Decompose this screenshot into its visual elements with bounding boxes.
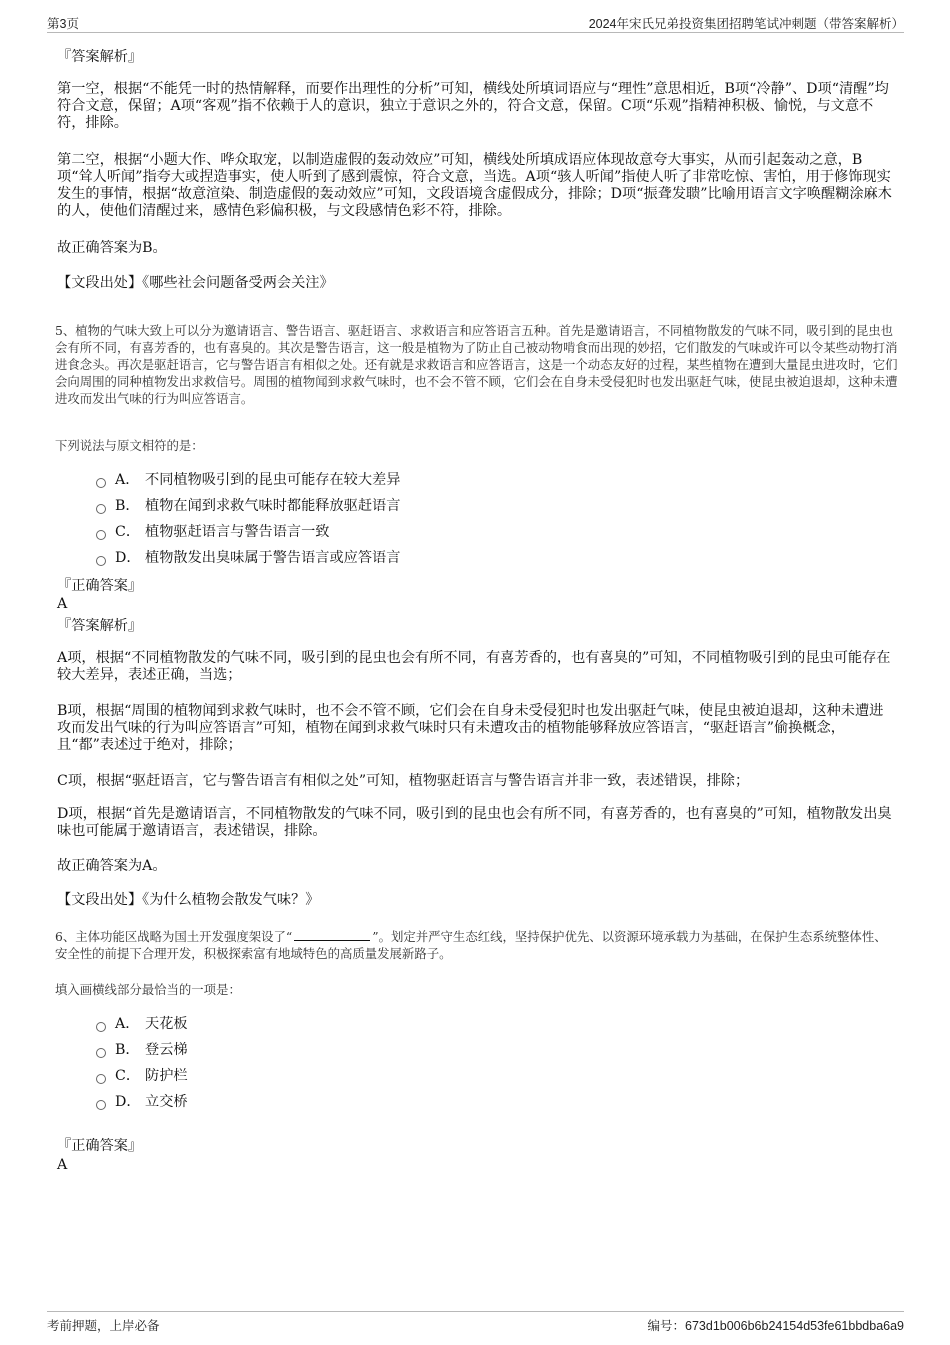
option-text: 植物在闻到求救气味时都能释放驱赶语言 xyxy=(145,498,401,514)
page-header xyxy=(47,14,904,33)
radio-button-icon[interactable] xyxy=(96,1048,106,1058)
page-footer xyxy=(47,1311,904,1336)
fill-in-blank xyxy=(294,930,370,941)
q4-conclusion: 故正确答案为B。 xyxy=(57,240,167,256)
q5-passage: 5、植物的气味大致上可以分为邀请语言、警告语言、驱赶语言、求救语言和应答语言五种。首先是邀请语言，不同植物散发的气味不同，吸引到的昆虫也会有所不同，有喜芳香的，也有喜臭的。其次是警告语言，这一般是植物为了防止自己被动物啃食而出现的妙招，它们散发的气味或许可以令某些动物打消进食念头。再次是驱赶语言，它与警告语言有相似之处。还有就是求救语言和应答语言，这是一个动态友好的过程，某些植物在遭到大量昆虫进攻时，它们会向周围的同种植物发出求救信号。周围的植物闻到求救气味时，也不会不管不顾，它们会在自身未受侵犯时也发出驱赶气味，使昆虫被迫退却，这种未遭进攻而发出气味的行为叫应答语言。 xyxy=(55,323,898,406)
q6-answer: A xyxy=(57,1157,68,1173)
q6-option-b[interactable] xyxy=(96,1042,188,1059)
option-text: 天花板 xyxy=(145,1016,188,1032)
q5-source: 【文段出处】《为什么植物会散发气味？》 xyxy=(57,892,320,908)
q5-answer: A xyxy=(57,596,68,612)
q4-analysis-para-2: 第二空，根据“小题大作、哗众取宠，以制造虚假的轰动效应”可知，横线处所填成语应体现故意夸大事实，从而引起轰动之意，B项“耸人听闻”指夸大或捏造事实，使人听到了感到震惊，符合文意，当选。A项“骇人听闻”指使人听了非常吃惊、害怕，用于修饰现实发生的事情，根据“故意渲染、制造虚假的轰动效应”可知，文段语境含虚假成分，排除；D项“振聋发聩”比喻用语言文字唤醒糊涂麻木的人，使他们清醒过来，感情色彩偏积极，与文段感情色彩不符，排除。 xyxy=(57,152,892,219)
option-key: D． xyxy=(115,1094,141,1110)
radio-button-icon[interactable] xyxy=(96,504,106,514)
q6-passage-start: 6、主体功能区战略为国土开发强度架设了“ xyxy=(55,929,293,944)
option-text: 登云梯 xyxy=(145,1042,188,1058)
option-text: 植物散发出臭味属于警告语言或应答语言 xyxy=(145,550,401,566)
q5-analysis-label: 『答案解析』 xyxy=(57,618,143,634)
q5-analysis-b: B项，根据“周围的植物闻到求救气味时，也不会不管不顾，它们会在自身未受侵犯时也发出驱赶气味，使昆虫被迫退却，这种未遭进攻而发出气味的行为叫应答语言”可知，植物在闻到求救气味时只有未遭攻击的植物能够释放应答语言，“驱赶语言”偷换概念，且“都”表述过于绝对，排除； xyxy=(57,703,884,753)
radio-button-icon[interactable] xyxy=(96,1022,106,1032)
q6-option-a[interactable] xyxy=(96,1016,188,1033)
q6-option-c[interactable] xyxy=(96,1068,188,1085)
option-key: A． xyxy=(115,1016,140,1032)
q5-option-a[interactable] xyxy=(96,472,400,489)
radio-button-icon[interactable] xyxy=(96,1074,106,1084)
q5-answer-label: 『正确答案』 xyxy=(57,578,143,594)
q5-analysis-d: D项，根据“首先是邀请语言，不同植物散发的气味不同，吸引到的昆虫也会有所不同，有喜芳香的，也有喜臭的”可知，植物散发出臭味也可能属于邀请语言，表述错误，排除。 xyxy=(57,806,892,839)
q5-analysis-a: A项，根据“不同植物散发的气味不同，吸引到的昆虫也会有所不同，有喜芳香的，也有喜臭的”可知，不同植物吸引到的昆虫可能存在较大差异，表述正确，当选； xyxy=(57,650,891,683)
q5-prompt: 下列说法与原文相符的是： xyxy=(55,438,204,453)
option-key: C． xyxy=(115,1068,141,1084)
option-text: 立交桥 xyxy=(145,1094,188,1110)
q6-passage xyxy=(55,928,898,962)
option-key: B． xyxy=(115,498,140,514)
q4-analysis-label: 『答案解析』 xyxy=(57,49,143,65)
document-title: 2024年宋氏兄弟投资集团招聘笔试冲刺题（带答案解析） xyxy=(588,17,904,31)
q5-option-b[interactable] xyxy=(96,498,400,515)
q5-conclusion: 故正确答案为A。 xyxy=(57,858,167,874)
option-key: B． xyxy=(115,1042,140,1058)
radio-button-icon[interactable] xyxy=(96,1100,106,1110)
option-text: 防护栏 xyxy=(145,1068,188,1084)
document-serial-number: 编号：673d1b006b6b24154d53fe61bbdba6a9 xyxy=(647,1319,904,1333)
radio-button-icon[interactable] xyxy=(96,530,106,540)
radio-button-icon[interactable] xyxy=(96,556,106,566)
option-key: D． xyxy=(115,550,141,566)
option-key: C． xyxy=(115,524,141,540)
option-text: 不同植物吸引到的昆虫可能存在较大差异 xyxy=(145,472,401,488)
page-number: 第3页 xyxy=(47,17,79,31)
radio-button-icon[interactable] xyxy=(96,478,106,488)
option-key: A． xyxy=(115,472,140,488)
q5-analysis-c: C项，根据“驱赶语言，它与警告语言有相似之处”可知，植物驱赶语言与警告语言并非一致，表述错误，排除； xyxy=(57,773,750,789)
option-text: 植物驱赶语言与警告语言一致 xyxy=(145,524,330,540)
q6-option-d[interactable] xyxy=(96,1094,188,1111)
q5-option-c[interactable] xyxy=(96,524,329,541)
q6-prompt: 填入画横线部分最恰当的一项是： xyxy=(55,982,241,997)
q6-passage-end: ”。划定并严守生态红线，坚持保护优先、以资源环境承载力为基础，在保护生态系统整体性、安全性的前提下合理开发，积极探索富有地域特色的高质量发展新路子。 xyxy=(55,929,887,961)
q4-analysis-para-1: 第一空，根据“不能凭一时的热情解释，而要作出理性的分析”可知，横线处所填词语应与“理性”意思相近，B项“冷静”、D项“清醒”均符合文意，保留；A项“客观”指不依赖于人的意识，独立于意识之外的，符合文意，保留。C项“乐观”指精神积极、愉悦，与文意不符，排除。 xyxy=(57,81,889,131)
q4-source: 【文段出处】《哪些社会问题备受两会关注》 xyxy=(57,275,334,291)
q6-answer-label: 『正确答案』 xyxy=(57,1138,143,1154)
footer-slogan: 考前押题，上岸必备 xyxy=(47,1319,160,1333)
q5-option-d[interactable] xyxy=(96,550,400,567)
